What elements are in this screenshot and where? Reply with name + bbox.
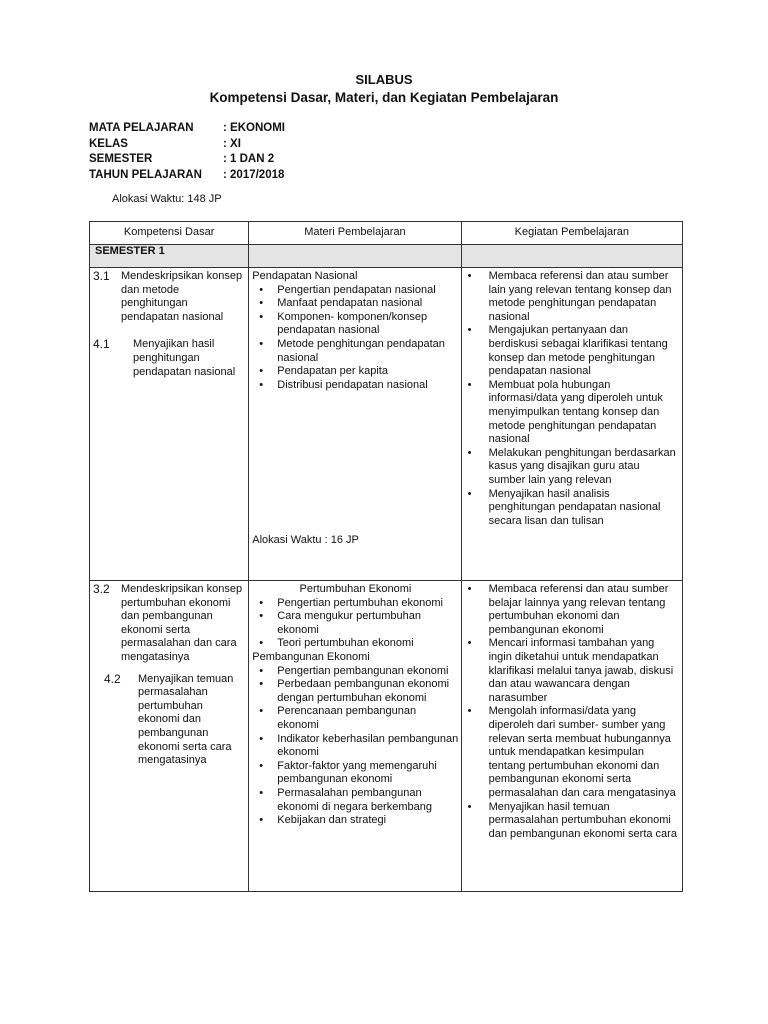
- list-item: • Pengertian pendapatan nasional: [252, 284, 458, 298]
- document-subtitle: Kompetensi Dasar, Materi, dan Kegiatan Pembelajaran: [209, 90, 559, 105]
- kegiatan-list: [462, 583, 679, 841]
- list-item: • Menyajikan hasil analisis penghitungan pendapatan nasional secara lisan dan tulisan: [462, 488, 679, 529]
- kd-text: Mendeskripsikan konsep dan metode penghitungan pendapatan nasional: [121, 270, 243, 323]
- course-meta: [89, 121, 285, 183]
- materi-list: [252, 665, 458, 828]
- list-item: • Faktor-faktor yang memengaruhi pembangunan ekonomi: [252, 760, 458, 787]
- table-row: [90, 268, 683, 581]
- kd-cell: [90, 581, 249, 892]
- list-item: • Indikator keberhasilan pembangunan ekonomi: [252, 733, 458, 760]
- list-item: • Membaca referensi dan atau sumber belajar lainnya yang relevan tentang pertumbuhan ekonomi dan pembangunan ekonomi: [462, 583, 679, 637]
- materi-time-allocation: Alokasi Waktu : 16 JP: [252, 534, 359, 546]
- materi-heading: Pendapatan Nasional: [252, 270, 358, 282]
- list-item: • Mengajukan pertanyaan dan berdiskusi sebagai klarifikasi tentang konsep dan metode penghitungan pendapatan nasional: [462, 324, 679, 378]
- list-item: • Menyajikan hasil temuan permasalahan pertumbuhan ekonomi dan pembangunan ekonomi serta cara: [462, 801, 679, 842]
- list-item: • Melakukan penghitungan berdasarkan kasus yang disajikan guru atau sumber lain yang relevan: [462, 447, 679, 488]
- list-item: • Manfaat pendapatan nasional: [252, 297, 458, 311]
- materi-list: [252, 284, 458, 393]
- kd-text: Menyajikan temuan permasalahan pertumbuhan ekonomi dan pembangunan ekonomi serta cara mengatasinya: [138, 672, 234, 767]
- kegiatan-cell: [461, 581, 682, 892]
- list-item: • Pengertian pertumbuhan ekonomi: [252, 597, 458, 611]
- table-header-row: [90, 222, 683, 245]
- kd-item: [90, 270, 248, 324]
- list-item: • Pengertian pembangunan ekonomi: [252, 665, 458, 679]
- semester-label: SEMESTER 1: [90, 245, 249, 268]
- kegiatan-cell: [461, 268, 682, 581]
- meta-row-class: [89, 137, 285, 153]
- list-item: • Pendapatan per kapita: [252, 365, 458, 379]
- materi-block: [249, 581, 460, 828]
- meta-value: : EKONOMI: [223, 122, 285, 134]
- list-item: • Komponen- komponen/konsep pendapatan nasional: [252, 311, 458, 338]
- kegiatan-list: [462, 270, 679, 528]
- materi-heading: Pembangunan Ekonomi: [252, 650, 370, 663]
- meta-value: : 2017/2018: [223, 168, 285, 181]
- meta-label: TAHUN PELAJARAN: [89, 168, 202, 181]
- kd-cell: [90, 268, 249, 581]
- semester-empty-cell: [461, 245, 682, 268]
- list-item: • Cara mengukur pertumbuhan ekonomi: [252, 610, 458, 637]
- materi-cell: [249, 268, 461, 581]
- kd-number: 3.2: [93, 582, 110, 596]
- kd-number: 4.1: [93, 337, 110, 352]
- list-item: • Permasalahan pembangunan ekonomi di negara berkembang: [252, 787, 458, 814]
- semester-row: [90, 245, 683, 268]
- list-item: • Teori pertumbuhan ekonomi: [252, 637, 458, 651]
- kd-text: Mendeskripsikan konsep pertumbuhan ekonomi dan pembangunan ekonomi serta permasalahan dan cara mengatasinya: [121, 583, 243, 663]
- meta-row-subject: [89, 121, 285, 137]
- kd-item: [90, 673, 248, 768]
- semester-empty-cell: [249, 245, 461, 268]
- meta-row-semester: [89, 152, 285, 168]
- meta-label: KELAS: [89, 137, 128, 150]
- meta-value: : 1 DAN 2: [223, 153, 275, 165]
- meta-value: : XI: [223, 137, 241, 150]
- kd-number: 4.2: [104, 671, 121, 686]
- time-allocation: Alokasi Waktu: 148 JP: [112, 193, 222, 205]
- kd-item: [90, 338, 248, 379]
- table-row: [90, 581, 683, 892]
- kd-item: [90, 583, 248, 665]
- syllabus-table: [89, 221, 683, 892]
- kd-number: 3.1: [93, 269, 110, 283]
- materi-heading: Pertumbuhan Ekonomi: [299, 583, 412, 595]
- document-title: SILABUS: [355, 72, 413, 87]
- list-item: • Membaca referensi dan atau sumber lain yang relevan tentang konsep dan metode penghitungan pendapatan nasional: [462, 270, 679, 324]
- list-item: • Kebijakan dan strategi: [252, 814, 458, 828]
- header-materi: Materi Pembelajaran: [249, 222, 461, 245]
- list-item: • Distribusi pendapatan nasional: [252, 379, 458, 393]
- materi-list: [252, 597, 458, 651]
- header-kegiatan: Kegiatan Pembelajaran: [461, 222, 682, 245]
- header-kompetensi: Kompetensi Dasar: [90, 222, 249, 245]
- meta-label: MATA PELAJARAN: [89, 122, 194, 134]
- materi-cell: [249, 581, 461, 892]
- meta-row-year: [89, 168, 285, 184]
- list-item: • Mencari informasi tambahan yang ingin diketahui untuk mendapatkan klarifikasi melalui tanya jawab, diskusi dan atau wawancara dengan narasumber: [462, 637, 679, 705]
- meta-label: SEMESTER: [89, 153, 153, 165]
- list-item: • Mengolah informasi/data yang diperoleh dari sumber- sumber yang relevan serta membuat hubungannya untuk mendapatkan kesimpulan tentang pertumbuhan ekonomi dan pembangunan ekonomi serta permasalahan dan cara mengatasinya: [462, 705, 679, 800]
- list-item: • Perbedaan pembangunan ekonomi dengan pertumbuhan ekonomi: [252, 678, 458, 705]
- list-item: • Perencanaan pembangunan ekonomi: [252, 705, 458, 732]
- kd-text: Menyajikan hasil penghitungan pendapatan nasional: [133, 338, 236, 378]
- list-item: • Metode penghitungan pendapatan nasional: [252, 338, 458, 365]
- materi-block: [249, 268, 460, 392]
- list-item: • Membuat pola hubungan informasi/data yang diperoleh untuk menyimpulkan tentang konsep dan metode penghitungan pendapatan nasional: [462, 379, 679, 447]
